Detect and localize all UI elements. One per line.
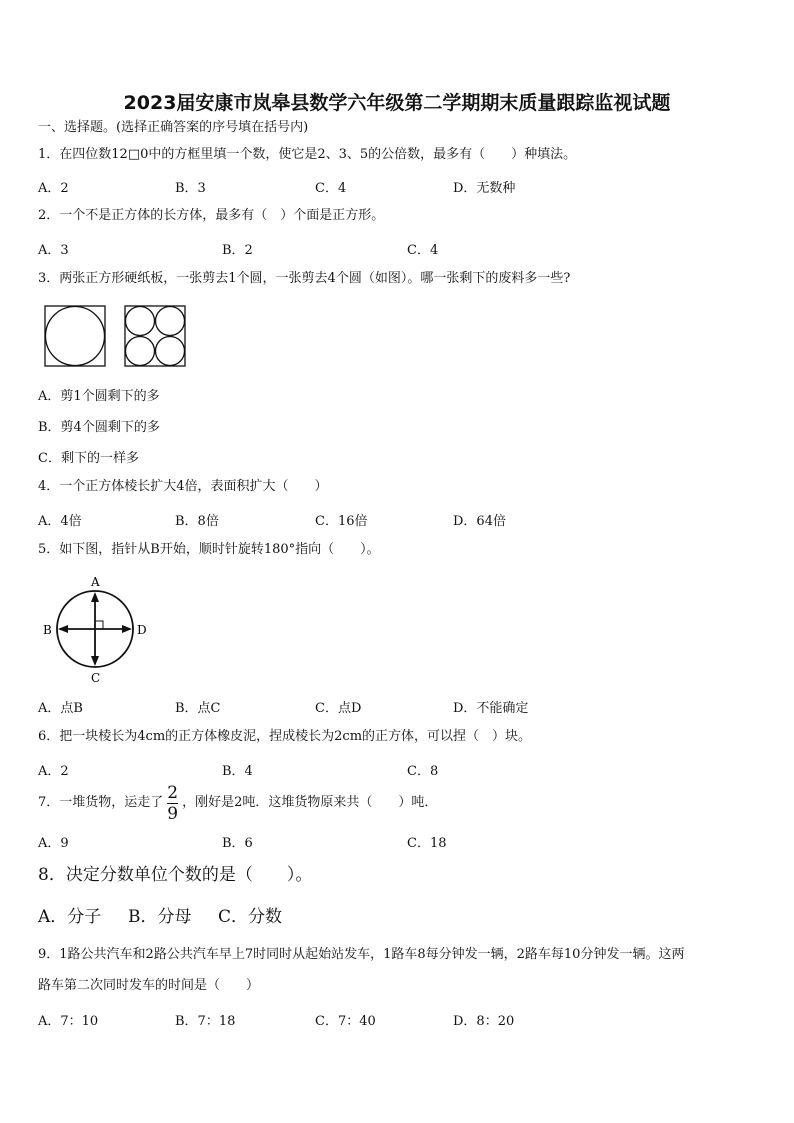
arrow-up-icon (91, 592, 99, 602)
section-heading: 一、选择题。(选择正确答案的序号填在括号内) (38, 120, 309, 135)
small-circle (126, 337, 155, 366)
question-4-option-c: C．16倍 (315, 514, 368, 529)
fraction-denominator: 9 (167, 803, 179, 824)
question-2-stem: 2．一个不是正方体的长方体，最多有（ ）个面是正方形。 (38, 208, 385, 223)
question-3-option-a: A．剪1个圆剩下的多 (38, 389, 160, 404)
question-7-option-a: A．9 (38, 836, 69, 851)
question-8-option-a: A．分子 (38, 907, 102, 927)
question-5-option-a: A．点B (38, 701, 83, 716)
question-1-option-c: C．4 (315, 181, 347, 196)
question-2-option-a: A．3 (38, 243, 69, 258)
question-7-stem-after: ，刚好是2吨．这堆货物原来共（ ）吨． (182, 795, 438, 810)
question-8-option-b: B．分母 (128, 907, 192, 927)
question-5-option-d: D．不能确定 (453, 701, 529, 716)
compass-figure (40, 574, 152, 684)
question-4-option-b: B．8倍 (175, 514, 219, 529)
question-1-stem: 1．在四位数12□0中的方框里填一个数，使它是2、3、5的公倍数，最多有（ ）种填法。 (38, 147, 577, 162)
question-3-option-c: C．剩下的一样多 (38, 451, 139, 466)
question-4-option-d: D．64倍 (453, 514, 506, 529)
label-d: D (137, 623, 147, 637)
question-5-stem: 5．如下图，指针从B开始，顺时针旋转180°指向（ ）。 (38, 542, 380, 557)
single-circle (46, 307, 105, 366)
label-b: B (43, 623, 52, 637)
question-3-figure (44, 305, 189, 367)
question-9-option-c: C．7：40 (315, 1014, 376, 1029)
question-7-stem-before: 7．一堆货物，运走了 (38, 795, 164, 810)
question-9-option-b: B．7：18 (175, 1014, 236, 1029)
small-circle (156, 337, 185, 366)
question-5-option-c: C．点D (315, 701, 362, 716)
question-6-stem: 6．把一块棱长为4cm的正方体橡皮泥，捏成棱长为2cm的正方体，可以捏（ ）块。 (38, 729, 532, 744)
fraction (167, 784, 178, 823)
square-four-circles (125, 306, 185, 366)
question-1-option-b: B．3 (175, 181, 206, 196)
question-4-stem: 4．一个正方体棱长扩大4倍，表面积扩大（ ） (38, 479, 328, 494)
question-2-option-c: C．4 (407, 243, 439, 258)
question-6-option-a: A．2 (38, 764, 69, 779)
question-1-option-d: D．无数种 (453, 181, 516, 196)
arrow-down-icon (91, 656, 99, 666)
arrow-right-icon (122, 625, 132, 633)
question-6-option-b: B．4 (222, 764, 253, 779)
question-9-option-d: D．8：20 (453, 1014, 515, 1029)
question-7-option-b: B．6 (222, 836, 253, 851)
question-9-stem-line1: 9．1路公共汽车和2路公共汽车早上7时同时从起始站发车，1路车8每分钟发一辆，2路车每10分钟发一辆。这两 (38, 947, 685, 962)
page-title: 2023届安康市岚皋县数学六年级第二学期期末质量跟踪监视试题 (123, 92, 671, 114)
question-3-stem: 3．两张正方形硬纸板，一张剪去1个圆，一张剪去4个圆（如图）。哪一张剩下的废料多一些? (38, 271, 571, 286)
label-a: A (91, 575, 100, 589)
question-9-option-a: A．7：10 (38, 1014, 99, 1029)
question-2-option-b: B．2 (222, 243, 253, 258)
question-4-option-a: A．4倍 (38, 514, 82, 529)
small-circle (126, 307, 155, 336)
arrow-left-icon (58, 625, 68, 633)
right-angle-mark (95, 621, 103, 629)
small-circle (156, 307, 185, 336)
question-7-option-c: C．18 (407, 836, 447, 851)
question-7-stem (38, 783, 437, 823)
fraction-numerator: 2 (167, 782, 179, 803)
question-8-option-c: C．分数 (218, 907, 283, 927)
question-6-option-c: C．8 (407, 764, 439, 779)
question-9-stem-line2: 路车第二次同时发车的时间是（ ） (38, 978, 260, 993)
label-c: C (91, 671, 101, 684)
question-5-option-b: B．点C (175, 701, 221, 716)
question-1-option-a: A．2 (38, 181, 69, 196)
question-3-option-b: B．剪4个圆剩下的多 (38, 420, 160, 435)
question-8-stem: 8．决定分数单位个数的是（ ）。 (38, 865, 313, 885)
